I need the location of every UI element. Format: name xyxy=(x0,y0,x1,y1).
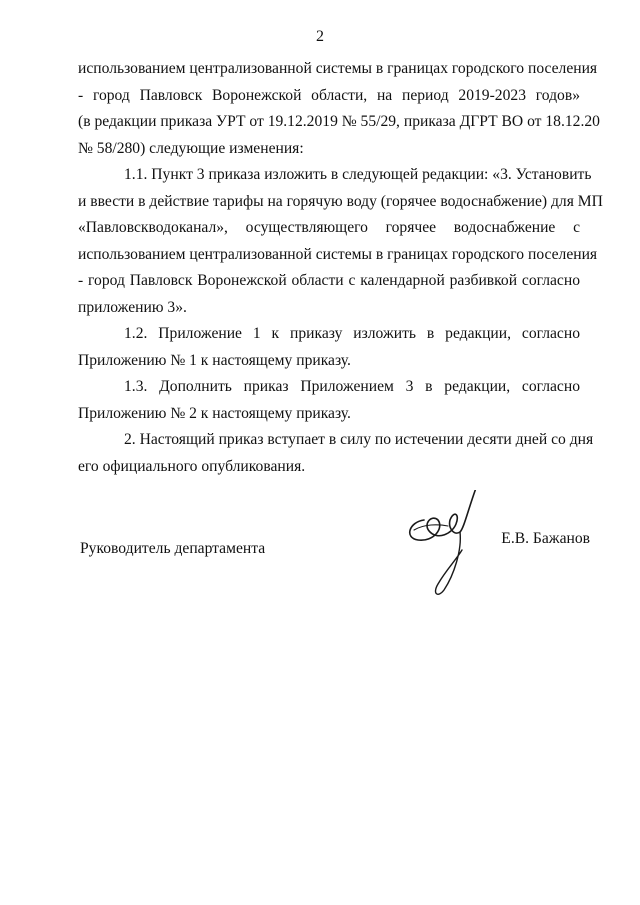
document-body xyxy=(78,56,603,480)
body-line: 1.3. Дополнить приказ Приложением 3 в редакции, согласно xyxy=(124,378,580,395)
body-line: приложению 3». xyxy=(78,298,187,316)
body-line: 1.1. Пункт 3 приказа изложить в следующей редакции: «3. Установить xyxy=(124,166,592,183)
body-line: использованием централизованной системы в границах городского поселения xyxy=(78,60,598,77)
body-line: и ввести в действие тарифы на горячую воду (горячее водоснабжение) для МП xyxy=(78,192,603,210)
handwritten-signature xyxy=(404,490,504,600)
page-number: 2 xyxy=(316,28,324,45)
body-line: Приложению № 1 к настоящему приказу. xyxy=(78,351,351,369)
body-line: его официального опубликования. xyxy=(78,457,306,475)
body-line: использованием централизованной системы в границах городского поселения xyxy=(78,245,598,263)
body-line: Приложению № 2 к настоящему приказу. xyxy=(78,404,351,422)
body-line: № 58/280) следующие изменения: xyxy=(78,139,304,157)
signatory-title: Руководитель департамента xyxy=(80,540,266,557)
body-line: - город Павловск Воронежской области, на период 2019-2023 годов» xyxy=(78,86,580,104)
body-line: 2. Настоящий приказ вступает в силу по истечении десяти дней со дня xyxy=(124,431,594,448)
signature-block xyxy=(80,530,590,610)
body-line: (в редакции приказа УРТ от 19.12.2019 № 55/29, приказа ДГРТ ВО от 18.12.20 xyxy=(78,113,600,130)
body-line: «Павловскводоканал», осуществляющего горячее водоснабжение с xyxy=(78,219,580,236)
body-line: 1.2. Приложение 1 к приказу изложить в редакции, согласно xyxy=(124,325,580,342)
body-line: - город Павловск Воронежской области с календарной разбивкой согласно xyxy=(78,272,580,289)
signatory-name: Е.В. Бажанов xyxy=(501,530,590,547)
